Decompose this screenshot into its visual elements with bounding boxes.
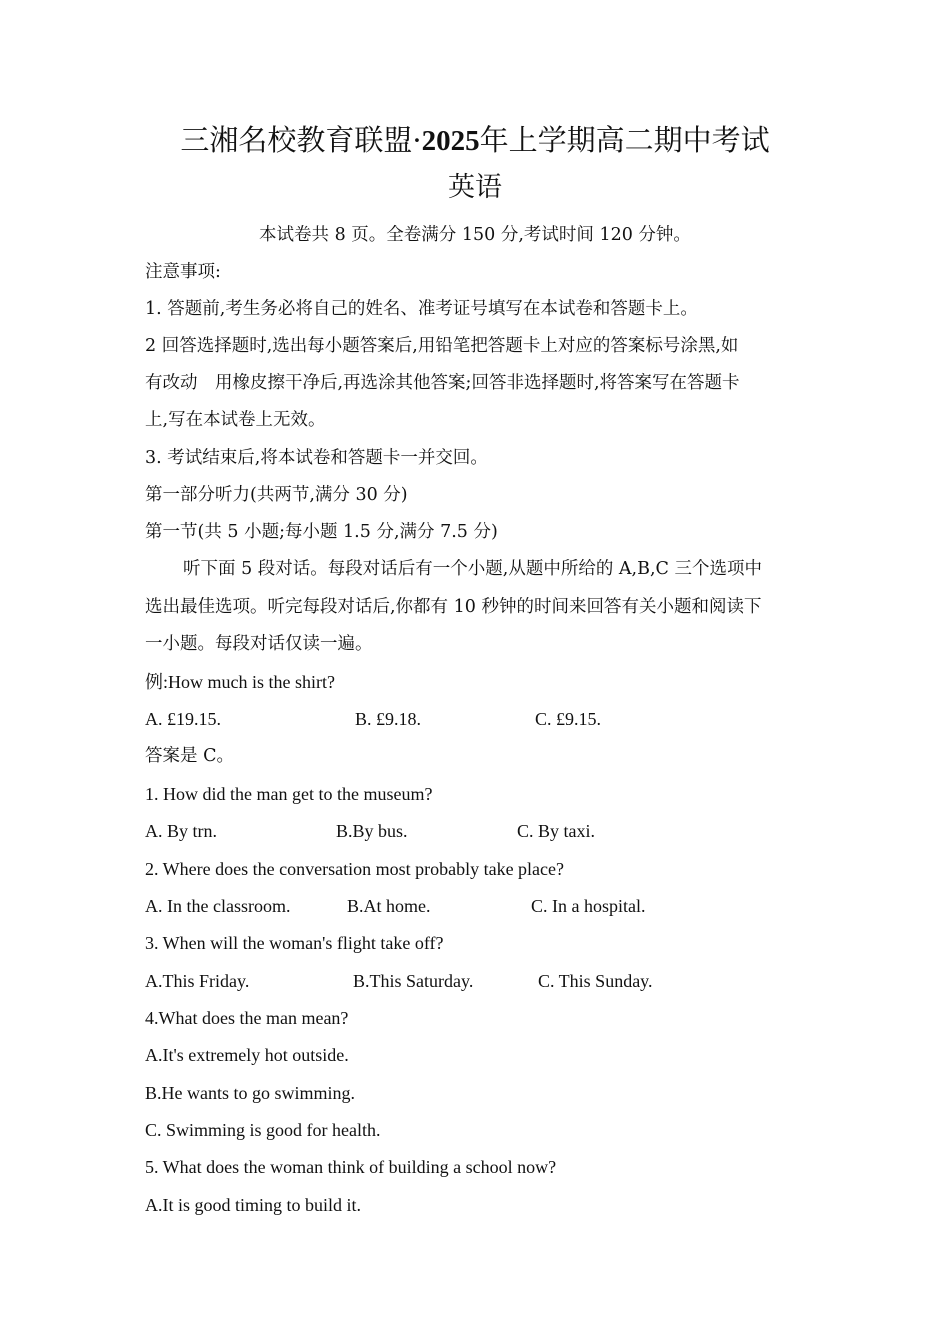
title-suffix: 年上学期高二期中考试 (479, 123, 770, 157)
notes-heading: 注意事项: (145, 262, 221, 282)
question-3-option-b: B.This Saturday. (353, 971, 474, 991)
example-option-b: B. £9.18. (355, 709, 422, 729)
question-3-option-a: A.This Friday. (145, 971, 250, 991)
note-2-line-1: 2 回答选择题时,选出每小题答案后,用铅笔把答题卡上对应的答案标号涂黑,如 (145, 336, 739, 356)
question-3: 3. When will the woman's flight take off? (145, 933, 444, 953)
part-heading: 第一部分听力(共两节,满分 30 分) (145, 485, 408, 505)
question-2-option-a: A. In the classroom. (145, 896, 291, 916)
title-year: 2025 (421, 125, 480, 157)
question-1: 1. How did the man get to the museum? (145, 784, 433, 804)
question-4: 4.What does the man mean? (145, 1008, 349, 1028)
question-1-option-c: C. By taxi. (517, 821, 596, 841)
exam-info: 本试卷共 8 页。全卷满分 150 分,考试时间 120 分钟。 (259, 225, 691, 245)
question-2-option-b: B.At home. (347, 896, 431, 916)
question-1-option-a: A. By trn. (145, 821, 217, 841)
note-1: 1. 答题前,考生务必将自己的姓名、准考证号填写在本试卷和答题卡上。 (145, 299, 698, 319)
question-1-option-b: B.By bus. (336, 821, 408, 841)
example-option-a: A. £19.15. (145, 709, 221, 729)
instructions-line-3: 一小题。每段对话仅读一遍。 (145, 634, 373, 654)
exam-title (0, 122, 950, 159)
note-2-line-3: 上,写在本试卷上无效。 (145, 410, 326, 430)
question-4-option-b: B.He wants to go swimming. (145, 1083, 355, 1103)
example-option-c: C. £9.15. (535, 709, 602, 729)
note-3: 3. 考试结束后,将本试卷和答题卡一并交回。 (145, 448, 488, 468)
section-heading: 第一节(共 5 小题;每小题 1.5 分,满分 7.5 分) (145, 522, 498, 542)
question-4-option-c: C. Swimming is good for health. (145, 1120, 381, 1140)
subject-title: 英语 (448, 172, 502, 203)
question-2-option-c: C. In a hospital. (531, 896, 646, 916)
instructions-line-1: 听下面 5 段对话。每段对话后有一个小题,从题中所给的 A,B,C 三个选项中 (183, 559, 762, 579)
question-4-option-a: A.It's extremely hot outside. (145, 1045, 349, 1065)
note-2-line-2: 有改动 用橡皮擦干净后,再选涂其他答案;回答非选择题时,将答案写在答题卡 (145, 373, 740, 393)
question-5: 5. What does the woman think of building a school now? (145, 1157, 557, 1177)
question-2: 2. Where does the conversation most probably take place? (145, 859, 565, 879)
question-3-option-c: C. This Sunday. (538, 971, 653, 991)
example-answer: 答案是 C。 (145, 746, 234, 766)
example-question: 例:How much is the shirt? (145, 672, 335, 692)
question-5-option-a: A.It is good timing to build it. (145, 1195, 362, 1215)
title-prefix: 三湘名校教育联盟· (180, 123, 422, 157)
instructions-line-2: 选出最佳选项。听完每段对话后,你都有 10 秒钟的时间来回答有关小题和阅读下 (145, 597, 762, 617)
